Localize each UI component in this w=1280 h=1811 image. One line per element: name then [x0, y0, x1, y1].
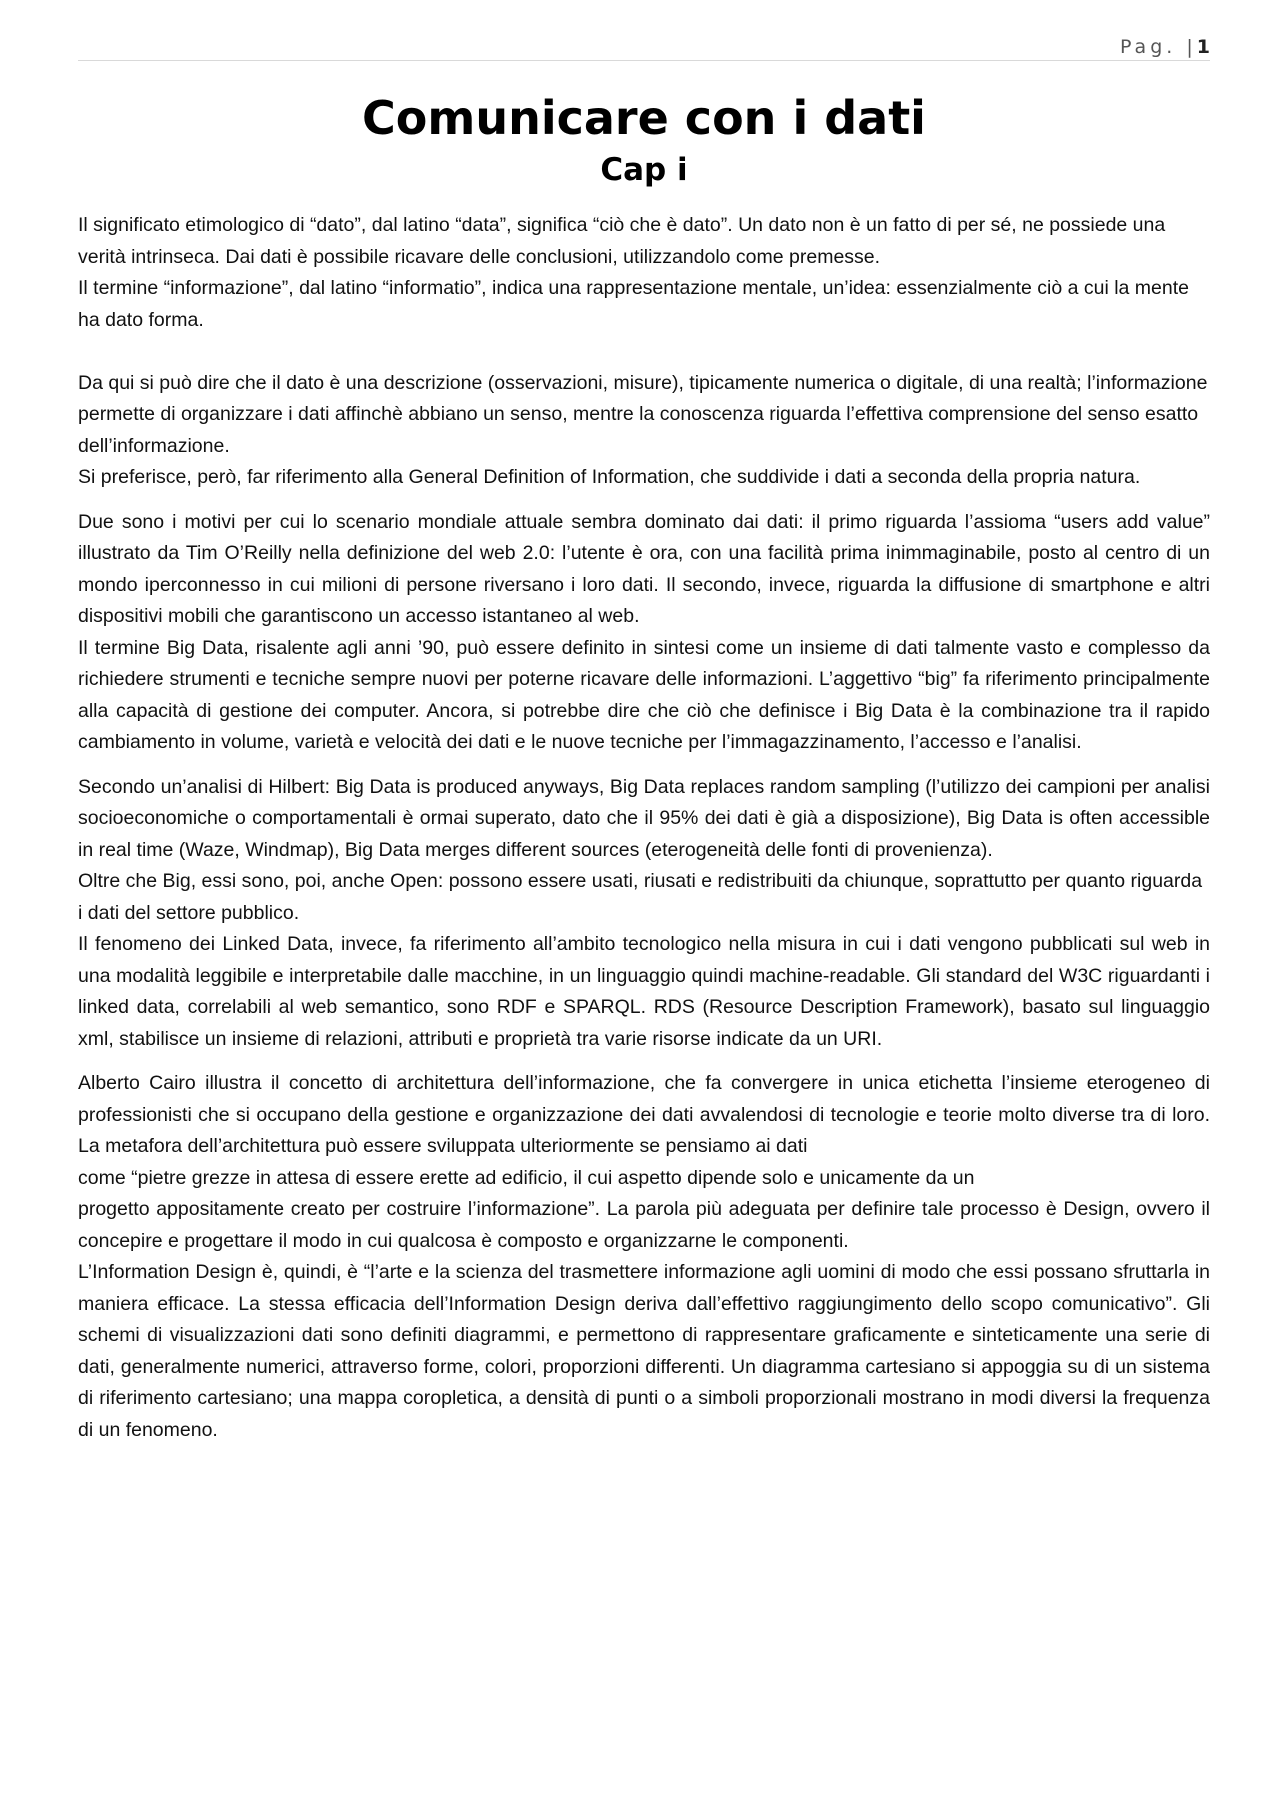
page-number: [1120, 36, 1210, 58]
paragraph-hilbert: Secondo un’analisi di Hilbert: Big Data is produced anyways, Big Data replaces random sampling (l’utilizzo dei campioni per analisi socioeconomiche o comportamentali è ormai superato, dato che il 95% dei dati è già a disposizione), Big Data is often accessible in real time (Waze, Windmap), Big Data merges different sources (eterogeneità delle fonti di provenienza).: [78, 775, 1210, 861]
document-body: [78, 210, 1210, 1446]
page-label: Pag.: [1119, 36, 1177, 58]
paragraph-dato-etimologia: Il significato etimologico di “dato”, dal latino “data”, significa “ciò che è dato”. Un dato non è un fatto di per sé, ne possiede una verità intrinseca. Dai dati è possibile ricavare delle conclusioni, utilizzandolo come premesse.: [78, 214, 1166, 268]
paragraph-dato-descrizione: Da qui si può dire che il dato è una descrizione (osservazioni, misure), tipicamente numerica o digitale, di una realtà; l’informazione permette di organizzare i dati affinchè abbiano un senso, mentre la conoscenza riguarda l’effettiva comprensione del senso esatto dell’informazione.: [78, 371, 1208, 457]
paragraph-informazione: Il termine “informazione”, dal latino “informatio”, indica una rappresentazione mentale, un’idea: essenzialmente ciò a cui la mente ha dato forma.: [78, 277, 1189, 331]
page-separator: |: [1186, 36, 1197, 58]
paragraph-big-data: Il termine Big Data, risalente agli anni ’90, può essere definito in sintesi come un insieme di dati talmente vasto e complesso da richiedere strumenti e tecniche sempre nuovi per poterne ricavare delle informazioni. L’aggettivo “big” fa riferimento principalmente alla capacità di gestione dei computer. Ancora, si potrebbe dire che ciò che definisce i Big Data è la combinazione tra il rapido cambiamento in volume, varietà e velocità dei dati e le nuove tecniche per l’immagazzinamento, l’accesso e l’analisi.: [78, 636, 1210, 753]
paragraph-open-data: Oltre che Big, essi sono, poi, anche Open: possono essere usati, riusati e redistribuiti da chiunque, soprattutto per quanto riguarda i dati del settore pubblico.: [78, 870, 1203, 924]
paragraph-cairo: Alberto Cairo illustra il concetto di architettura dell’informazione, che fa convergere in unica etichetta l’insieme eterogeneo di professionisti che si occupano della gestione e organizzazione dei dati avvalendosi di tecnologie e teorie molto diverse tra di loro. La metafora dell’architettura può essere sviluppata ulteriormente se pensiamo ai dati: [78, 1072, 1210, 1157]
paragraph-pietre-grezze: come “pietre grezze in attesa di essere erette ad edificio, il cui aspetto dipende solo e unicamente da un: [78, 1166, 975, 1189]
paragraph-linked-data: Il fenomeno dei Linked Data, invece, fa riferimento all’ambito tecnologico nella misura in cui i dati vengono pubblicati sul web in una modalità leggibile e interpretabile dalle macchine, in un linguaggio quindi machine-readable. Gli standard del W3C riguardanti i linked data, correlabili al web semantico, sono RDF e SPARQL. RDS (Resource Description Framework), basato sul linguaggio xml, stabilisce un insieme di relazioni, attributi e proprietà tra varie risorse indicate da un URI.: [78, 933, 1210, 1050]
chapter-subtitle: Cap i: [600, 152, 688, 188]
paragraph-information-design: L’Information Design è, quindi, è “l’arte e la scienza del trasmettere informazione agli uomini di modo che essi possano sfruttarla in maniera efficace. La stessa efficacia dell’Information Design deriva dall’effettivo raggiungimento dello scopo comunicativo”. Gli schemi di visualizzazioni dati sono definiti diagrammi, e permettono di rappresentare graficamente e sinteticamente una serie di dati, generalmente numerici, attraverso forme, colori, proporzioni differenti. Un diagramma cartesiano si appoggia su di un sistema di riferimento cartesiano; una mappa coropletica, a densità di punti o a simboli proporzionali mostrano in modi diversi la frequenza di un fenomeno.: [78, 1261, 1210, 1441]
page-number-value: 1: [1196, 36, 1210, 58]
paragraph-motivi: Due sono i motivi per cui lo scenario mondiale attuale sembra dominato dai dati: il primo riguarda l’assioma “users add value” illustrato da Tim O’Reilly nella definizione del web 2.0: l’utente è ora, con una facilità prima inimmaginabile, posto al centro di un mondo iperconnesso in cui milioni di persone riversano i loro dati. Il secondo, invece, riguarda la diffusione di smartphone e altri dispositivi mobili che garantiscono un accesso istantaneo al web.: [78, 510, 1210, 627]
paragraph-design: progetto appositamente creato per costruire l’informazione”. La parola più adeguata per definire tale processo è Design, ovvero il concepire e progettare il modo in cui qualcosa è composto e organizzarne le componenti.: [78, 1198, 1210, 1252]
title-block: [78, 88, 1210, 192]
paragraph-general-definition: Si preferisce, però, far riferimento alla General Definition of Information, che suddivide i dati a seconda della propria natura.: [78, 466, 1141, 488]
page-header: [78, 30, 1210, 61]
document-title: Comunicare con i dati: [362, 91, 926, 145]
